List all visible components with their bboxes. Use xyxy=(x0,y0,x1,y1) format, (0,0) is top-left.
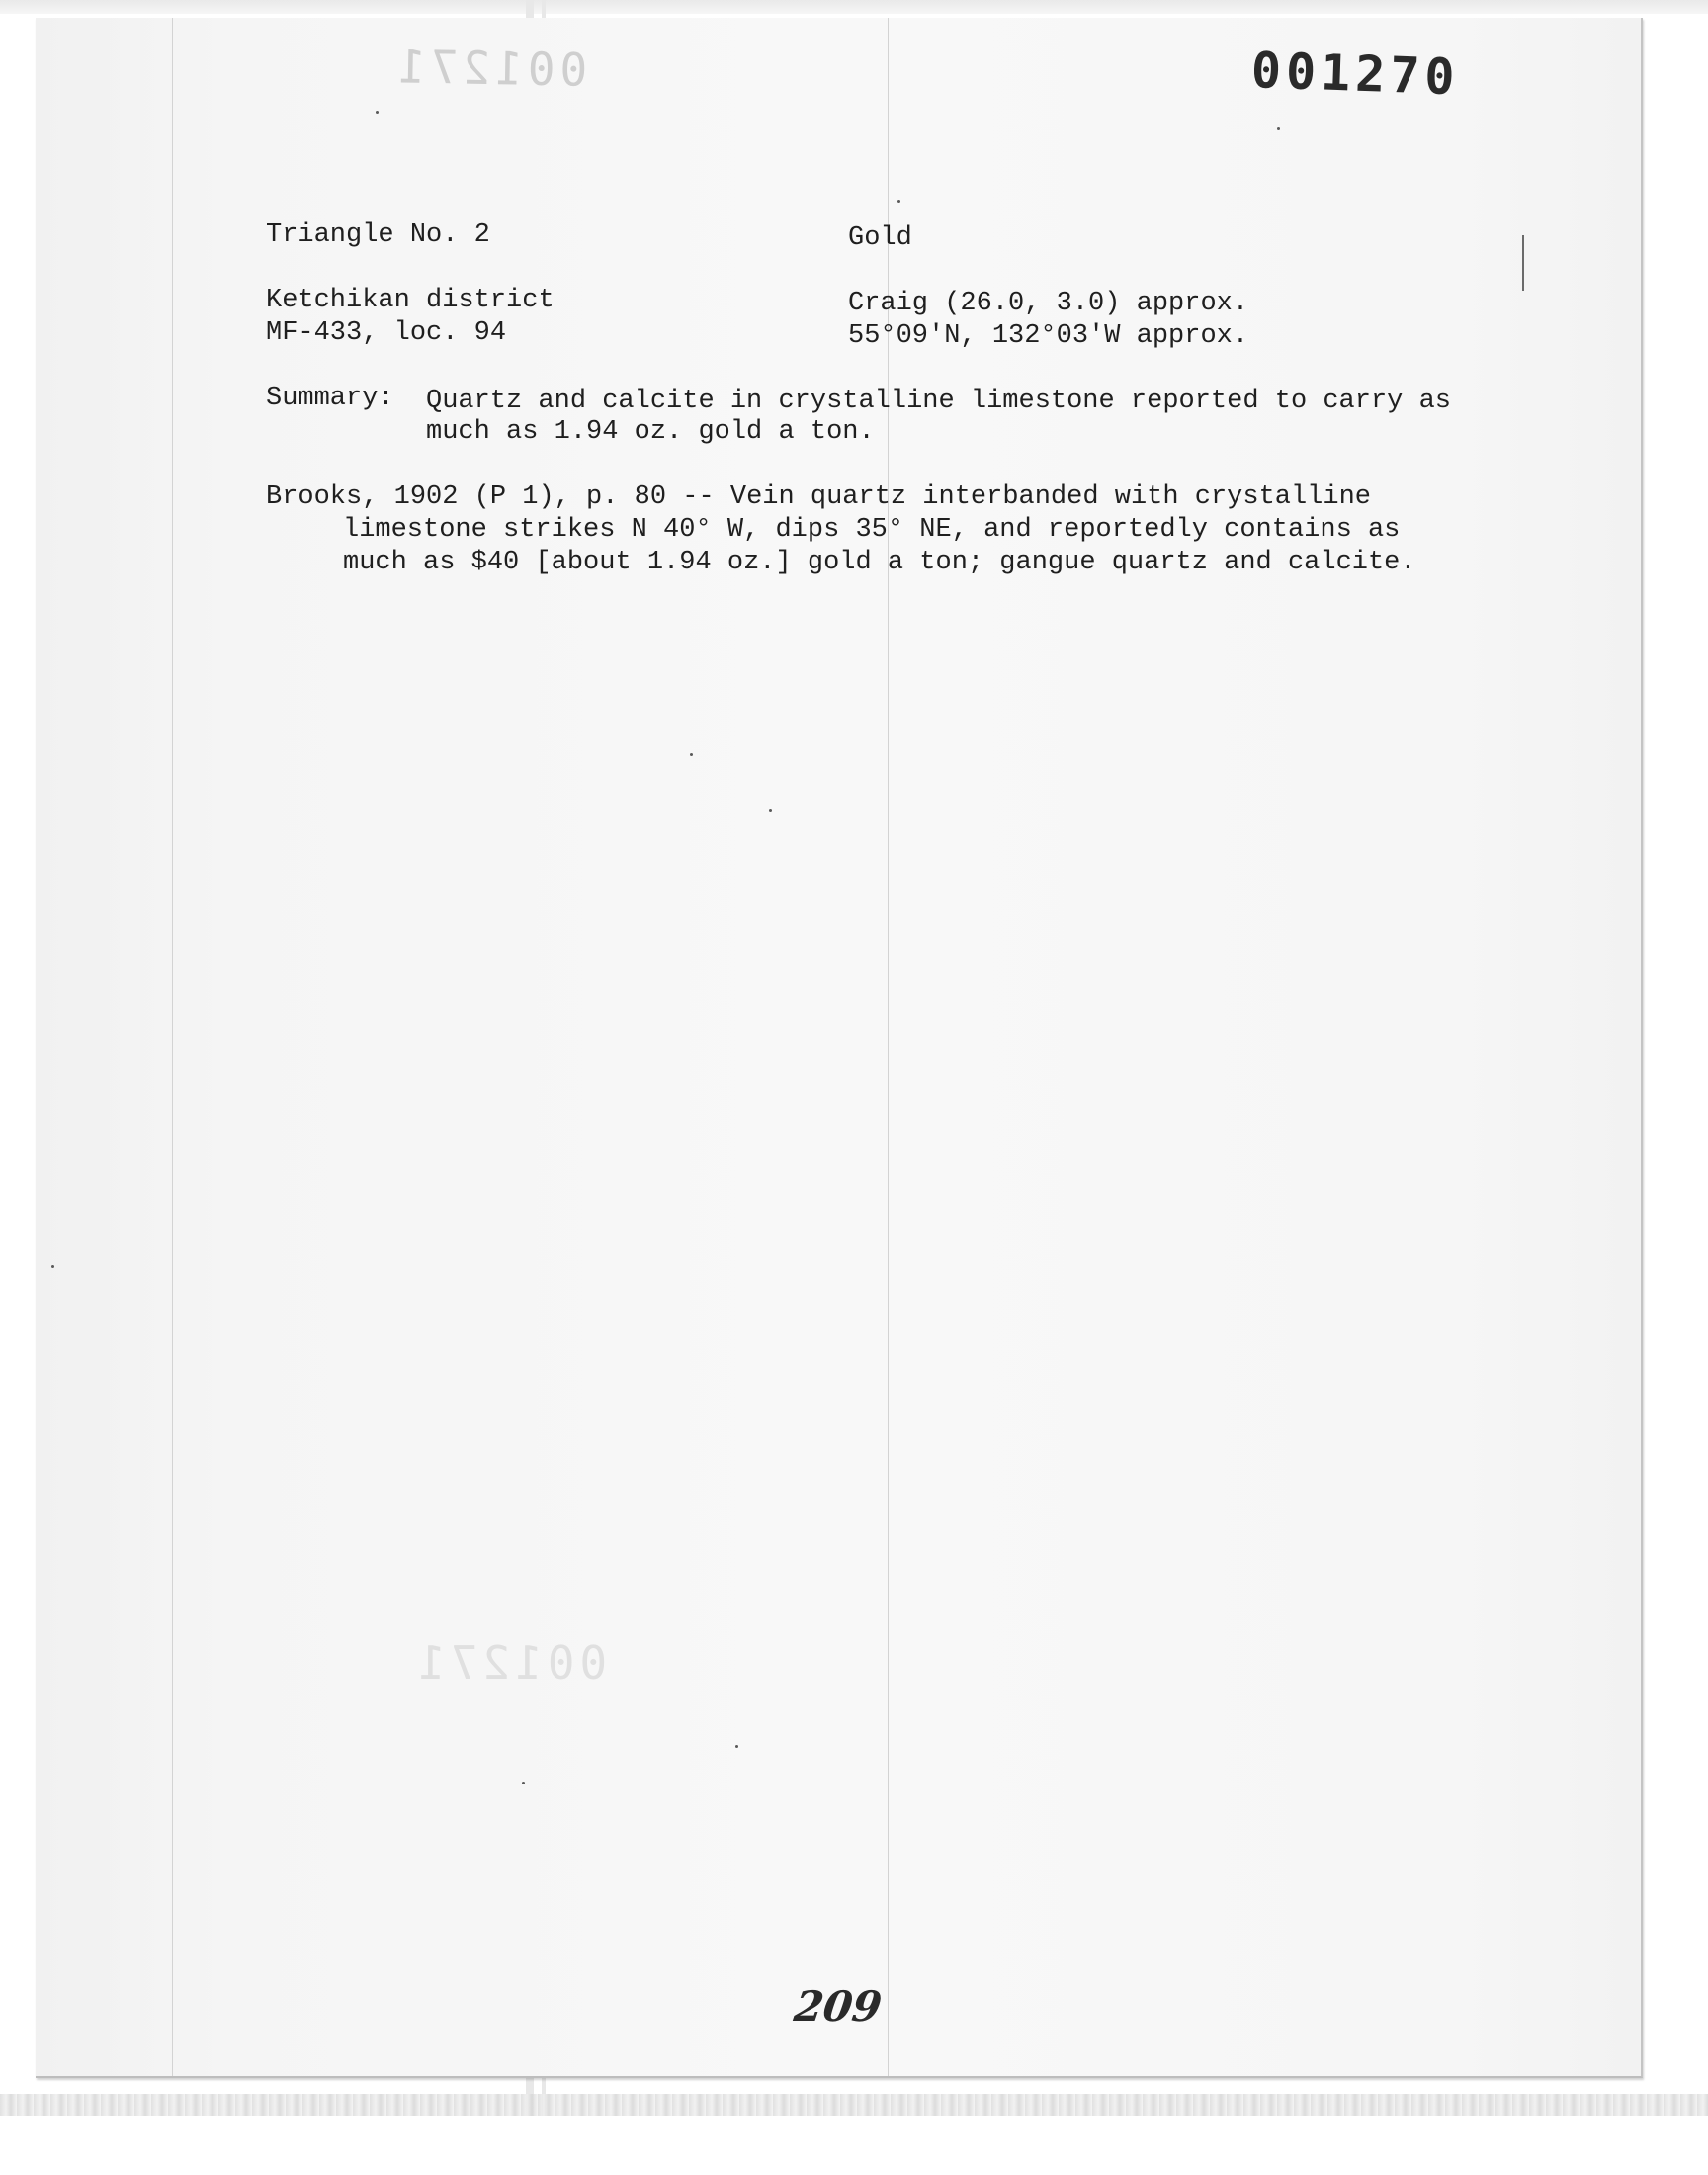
ghost-stamp-number: 001271 xyxy=(392,40,588,97)
document-number-stamp: 001270 xyxy=(1249,42,1461,107)
speck xyxy=(735,1745,738,1748)
quadrangle: Craig (26.0, 3.0) approx. xyxy=(848,289,1249,318)
summary-line: much as 1.94 oz. gold a ton. xyxy=(426,417,875,447)
handwritten-page-number: 209 xyxy=(791,1982,886,2031)
reference-line: Brooks, 1902 (P 1), p. 80 -- Vein quartz interbanded with crystalline xyxy=(266,482,1371,512)
ghost-stamp-number-lower: 001271 xyxy=(413,1636,608,1690)
reference-line: limestone strikes N 40° W, dips 35° NE, and reportedly contains as xyxy=(343,515,1401,545)
coordinates: 55°09'N, 132°03'W approx. xyxy=(848,321,1249,351)
speck xyxy=(690,753,693,756)
speck xyxy=(769,809,772,812)
speck xyxy=(1277,127,1280,130)
speck xyxy=(51,1265,54,1268)
district: Ketchikan district xyxy=(266,286,555,315)
map-reference: MF-433, loc. 94 xyxy=(266,318,507,348)
summary-line: Quartz and calcite in crystalline limestone reported to carry as xyxy=(426,387,1451,416)
speck xyxy=(522,1782,525,1784)
speck xyxy=(376,111,379,114)
scan-band-bottom xyxy=(0,2094,1708,2116)
triangle-number: Triangle No. 2 xyxy=(266,220,490,250)
fold-line xyxy=(172,18,173,2076)
speck xyxy=(897,200,900,203)
scan-band-top xyxy=(0,0,1708,14)
reference-line: much as $40 [about 1.94 oz.] gold a ton; gangue quartz and calcite. xyxy=(343,548,1416,577)
margin-mark xyxy=(1522,235,1524,291)
commodity: Gold xyxy=(848,223,912,253)
summary-label: Summary: xyxy=(266,384,394,413)
